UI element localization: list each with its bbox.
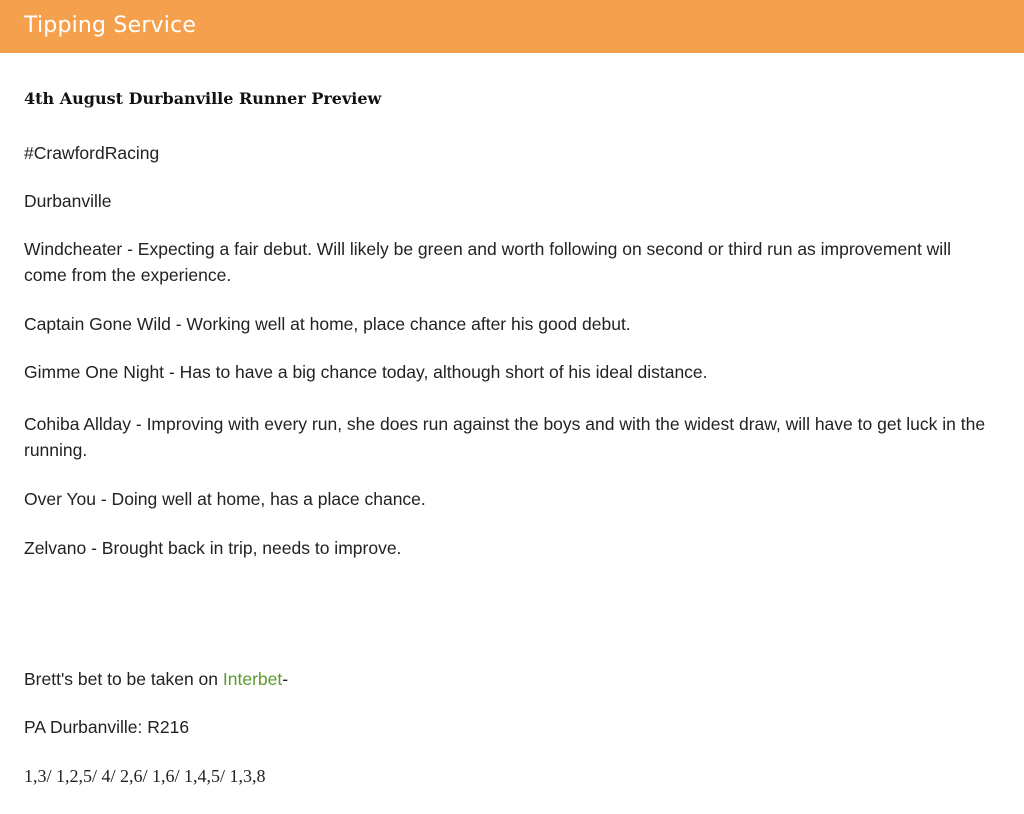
bet-prefix-text: Brett's bet to be taken on — [24, 669, 223, 689]
bet-line — [24, 666, 1014, 692]
runner-note-gimme-one-night: Gimme One Night - Has to have a big chance today, although short of his ideal distance. — [24, 362, 708, 382]
hashtag-text: #CrawfordRacing — [24, 143, 160, 163]
header-bar — [0, 0, 1024, 53]
site-title[interactable]: Tipping Service — [24, 13, 197, 38]
selections-line: 1,3/ 1,2,5/ 4/ 2,6/ 1,6/ 1,4,5/ 1,3,8 — [24, 766, 266, 786]
runner-note-cohiba-allday: Cohiba Allday - Improving with every run, she does run against the boys and with the widest draw, will have to get luck in the running. — [24, 414, 986, 460]
interbet-link[interactable]: Interbet — [222, 669, 283, 689]
runner-note-over-you: Over You - Doing well at home, has a place chance. — [24, 489, 426, 509]
runner-note-captain-gone-wild: Captain Gone Wild - Working well at home, place chance after his good debut. — [24, 314, 631, 334]
venue-heading: Durbanville — [24, 191, 112, 211]
bet-suffix-text: - — [282, 669, 289, 689]
pa-line: PA Durbanville: R216 — [24, 717, 190, 737]
runner-note-zelvano: Zelvano - Brought back in trip, needs to improve. — [24, 538, 402, 558]
post-title: 4th August Durbanville Runner Preview — [24, 89, 382, 108]
runner-note-windcheater: Windcheater - Expecting a fair debut. Will likely be green and worth following on second or third run as improvement will come from the experience. — [24, 239, 951, 285]
